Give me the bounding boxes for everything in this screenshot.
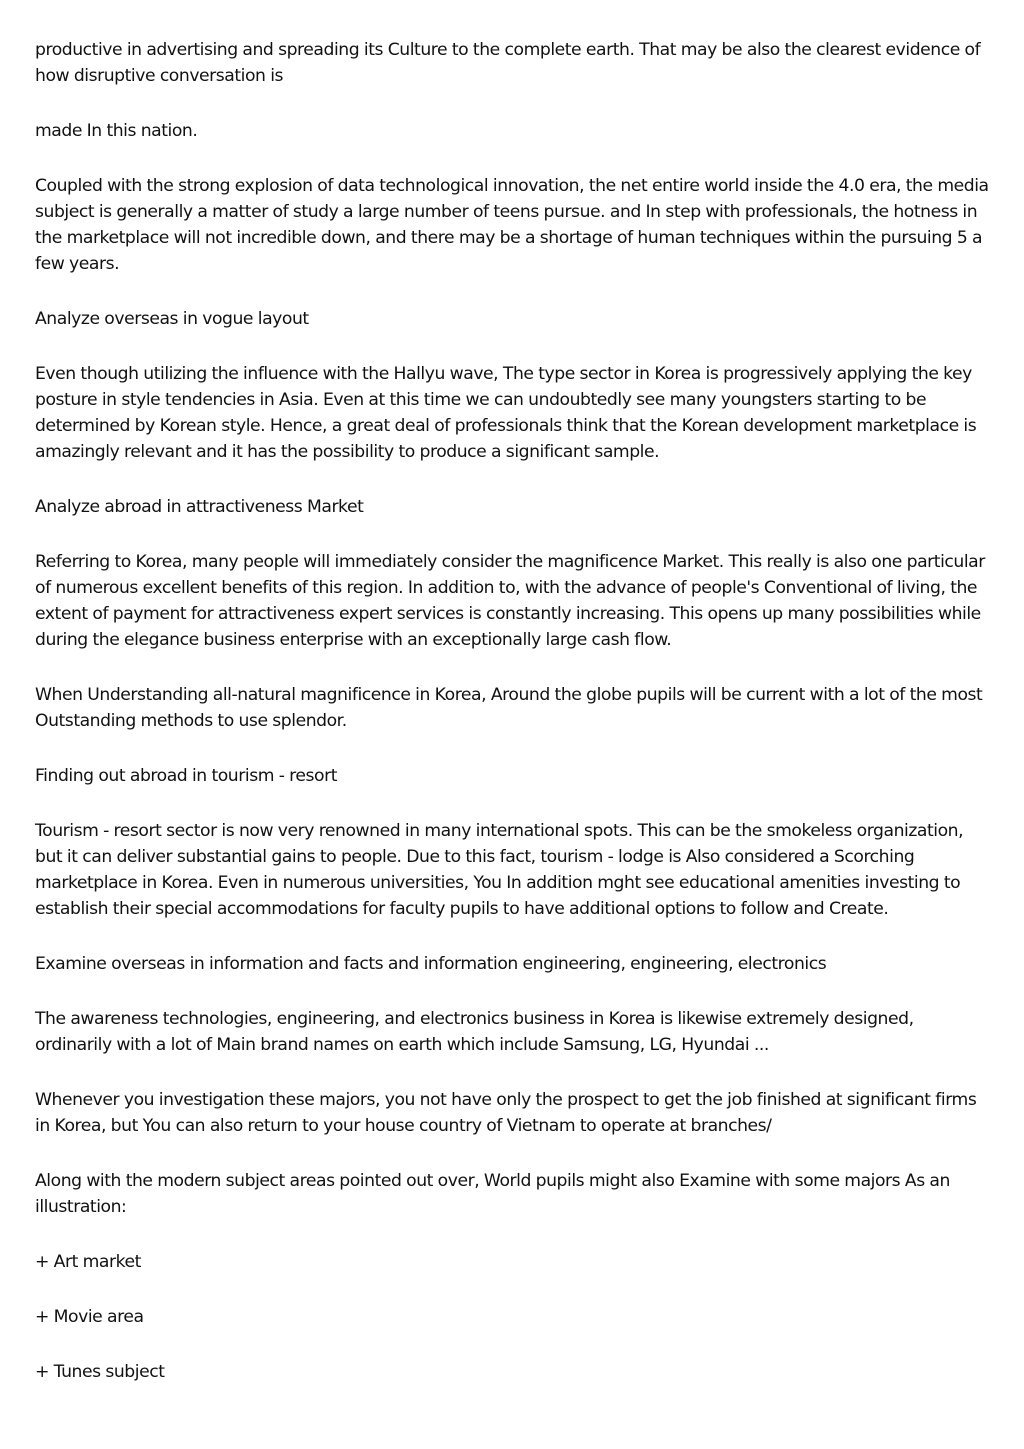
list-item-movie-area: + Movie area: [35, 1307, 144, 1327]
list-item-art-market: + Art market: [35, 1252, 141, 1272]
paragraph-majors-career: Whenever you investigation these majors, you not have only the prospect to get the job finished at significant firms in Korea, but You can also return to your house country of Vietnam to operate at branches/: [35, 1090, 977, 1136]
document-body: [35, 37, 993, 1414]
paragraph-intro-continuation: productive in advertising and spreading its Culture to the complete earth. That may be also the clearest evidence of how disruptive conversation is: [35, 40, 981, 86]
paragraph-media: Coupled with the strong explosion of data technological innovation, the net entire world inside the 4.0 era, the media subject is generally a matter of study a large number of teens pursue. and In step with professionals, the hotness in the marketplace will not incredible down, and there may be a shortage of human techniques within the pursuing 5 a few years.: [35, 176, 989, 274]
paragraph-natural-beauty: When Understanding all-natural magnificence in Korea, Around the globe pupils will be current with a lot of the most Outstanding methods to use splendor.: [35, 685, 983, 731]
list-item-tunes-subject: + Tunes subject: [35, 1362, 165, 1382]
heading-it-engineering: Examine overseas in information and facts and information engineering, engineering, electronics: [35, 954, 827, 974]
heading-fashion-design: Analyze overseas in vogue layout: [35, 309, 309, 329]
heading-tourism-resort: Finding out abroad in tourism - resort: [35, 766, 338, 786]
paragraph-nation: made In this nation.: [35, 121, 198, 141]
paragraph-tourism: Tourism - resort sector is now very renowned in many international spots. This can be the smokeless organization, but it can deliver substantial gains to people. Due to this fact, tourism - lodge is Also considered a Scorching marketplace in Korea. Even in numerous universities, You In addition mght see educational amenities investing to establish their special accommodations for faculty pupils to have additional options to follow and Create.: [35, 821, 964, 919]
heading-beauty-market: Analyze abroad in attractiveness Market: [35, 497, 364, 517]
paragraph-fashion: Even though utilizing the influence with the Hallyu wave, The type sector in Korea is progressively applying the key posture in style tendencies in Asia. Even at this time we can undoubtedly see many youngsters starting to be determined by Korean style. Hence, a great deal of professionals think that the Korean development marketplace is amazingly relevant and it has the possibility to produce a significant sample.: [35, 364, 977, 462]
paragraph-other-majors: Along with the modern subject areas pointed out over, World pupils might also Examine with some majors As an illustration:: [35, 1171, 950, 1217]
paragraph-it: The awareness technologies, engineering, and electronics business in Korea is likewise extremely designed, ordinarily with a lot of Main brand names on earth which include Samsung, LG, Hyundai ...: [35, 1009, 914, 1055]
paragraph-beauty: Referring to Korea, many people will immediately consider the magnificence Market. This really is also one particular of numerous excellent benefits of this region. In addition to, with the advance of people's Conventional of living, the extent of payment for attractiveness expert services is constantly increasing. This opens up many possibilities while during the elegance business enterprise with an exceptionally large cash flow.: [35, 552, 985, 650]
